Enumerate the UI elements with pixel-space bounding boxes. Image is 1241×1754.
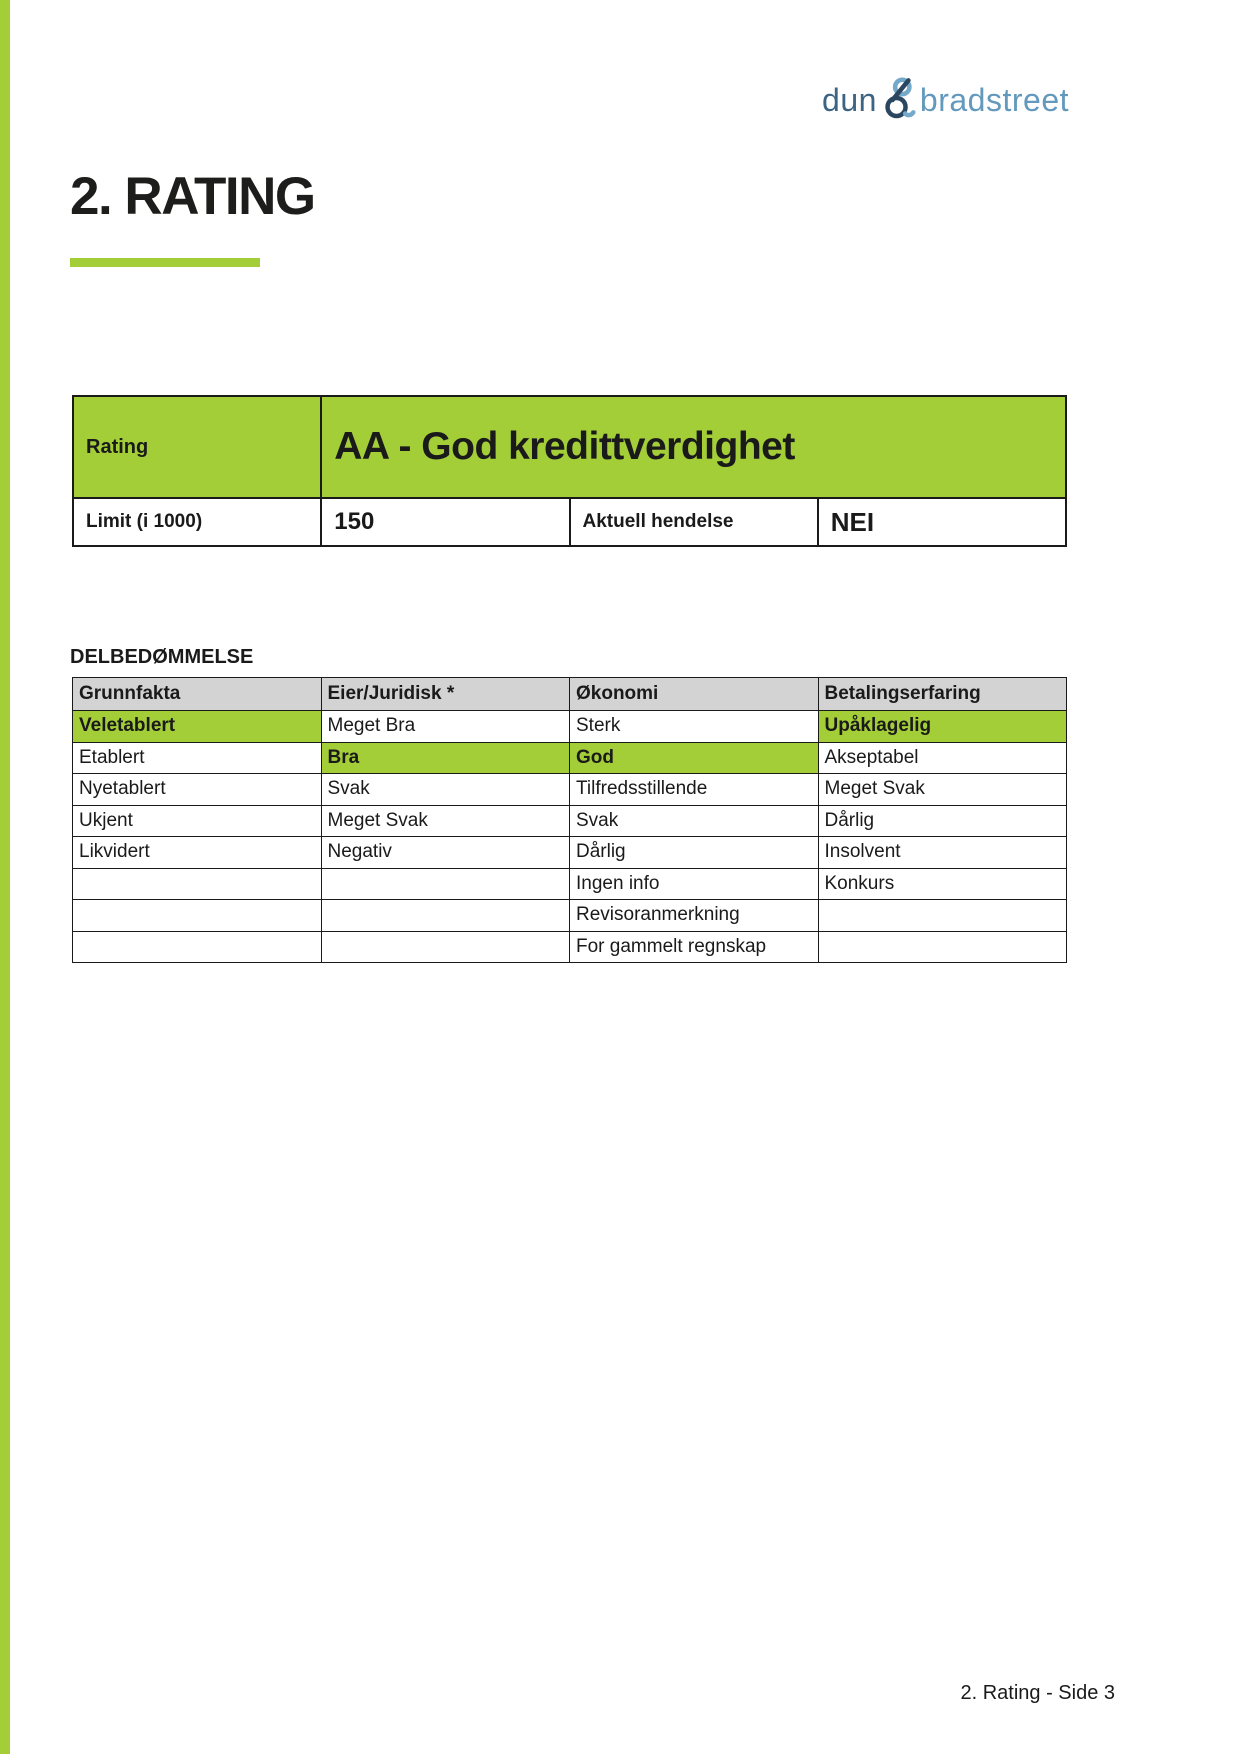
col-header-okonomi: Økonomi (570, 678, 819, 711)
assessment-cell: Upåklagelig (818, 711, 1067, 743)
assessment-cell: Dårlig (818, 805, 1067, 837)
col-header-grunnfakta: Grunnfakta (73, 678, 322, 711)
assessment-cell (73, 900, 322, 932)
assessment-row (73, 868, 1067, 900)
current-event-value-cell: NEI (818, 498, 1066, 546)
assessment-cell (818, 900, 1067, 932)
assessment-cell: For gammelt regnskap (570, 931, 819, 963)
limit-label-cell: Limit (i 1000) (73, 498, 321, 546)
page-title: 2. RATING (70, 167, 315, 226)
logo-text-dun: dun (822, 82, 877, 118)
section-title-delbedommelse: DELBEDØMMELSE (70, 646, 254, 668)
assessment-row (73, 805, 1067, 837)
assessment-header-row (73, 678, 1067, 711)
assessment-row (73, 711, 1067, 743)
assessment-cell: Svak (321, 774, 570, 806)
assessment-cell (73, 868, 322, 900)
current-event-label-cell: Aktuell hendelse (570, 498, 818, 546)
assessment-row (73, 900, 1067, 932)
limit-row (73, 498, 1066, 546)
assessment-cell: Ingen info (570, 868, 819, 900)
page-edge-accent-bar (0, 0, 10, 1754)
sub-assessment-table (72, 677, 1067, 963)
assessment-cell: Meget Svak (818, 774, 1067, 806)
rating-row (73, 396, 1066, 498)
assessment-cell: God (570, 742, 819, 774)
dun-bradstreet-logo (822, 76, 1069, 124)
limit-value-cell: 150 (321, 498, 569, 546)
assessment-cell: Likvidert (73, 837, 322, 869)
page-footer: 2. Rating - Side 3 (960, 1682, 1115, 1704)
assessment-cell: Etablert (73, 742, 322, 774)
col-header-eier-juridisk: Eier/Juridisk * (321, 678, 570, 711)
logo-text-bradstreet: bradstreet (919, 82, 1069, 118)
assessment-cell: Tilfredsstillende (570, 774, 819, 806)
assessment-cell: Ukjent (73, 805, 322, 837)
assessment-cell (818, 931, 1067, 963)
assessment-cell (321, 900, 570, 932)
assessment-row (73, 774, 1067, 806)
title-underline-bar (70, 258, 260, 267)
assessment-cell: Insolvent (818, 837, 1067, 869)
assessment-row (73, 742, 1067, 774)
assessment-cell: Akseptabel (818, 742, 1067, 774)
assessment-cell: Svak (570, 805, 819, 837)
assessment-cell: Meget Svak (321, 805, 570, 837)
assessment-cell: Nyetablert (73, 774, 322, 806)
assessment-cell (321, 868, 570, 900)
assessment-cell (321, 931, 570, 963)
assessment-row (73, 837, 1067, 869)
assessment-cell: Dårlig (570, 837, 819, 869)
assessment-cell: Sterk (570, 711, 819, 743)
assessment-row (73, 931, 1067, 963)
rating-label-cell: Rating (73, 396, 321, 498)
rating-summary-table (72, 395, 1067, 547)
assessment-cell: Revisoranmerkning (570, 900, 819, 932)
rating-value-cell: AA - God kredittverdighet (321, 396, 1066, 498)
assessment-cell: Meget Bra (321, 711, 570, 743)
assessment-cell: Konkurs (818, 868, 1067, 900)
ampersand-icon (881, 76, 917, 120)
assessment-cell (73, 931, 322, 963)
assessment-cell: Veletablert (73, 711, 322, 743)
col-header-betalingserfaring: Betalingserfaring (818, 678, 1067, 711)
assessment-cell: Bra (321, 742, 570, 774)
assessment-cell: Negativ (321, 837, 570, 869)
